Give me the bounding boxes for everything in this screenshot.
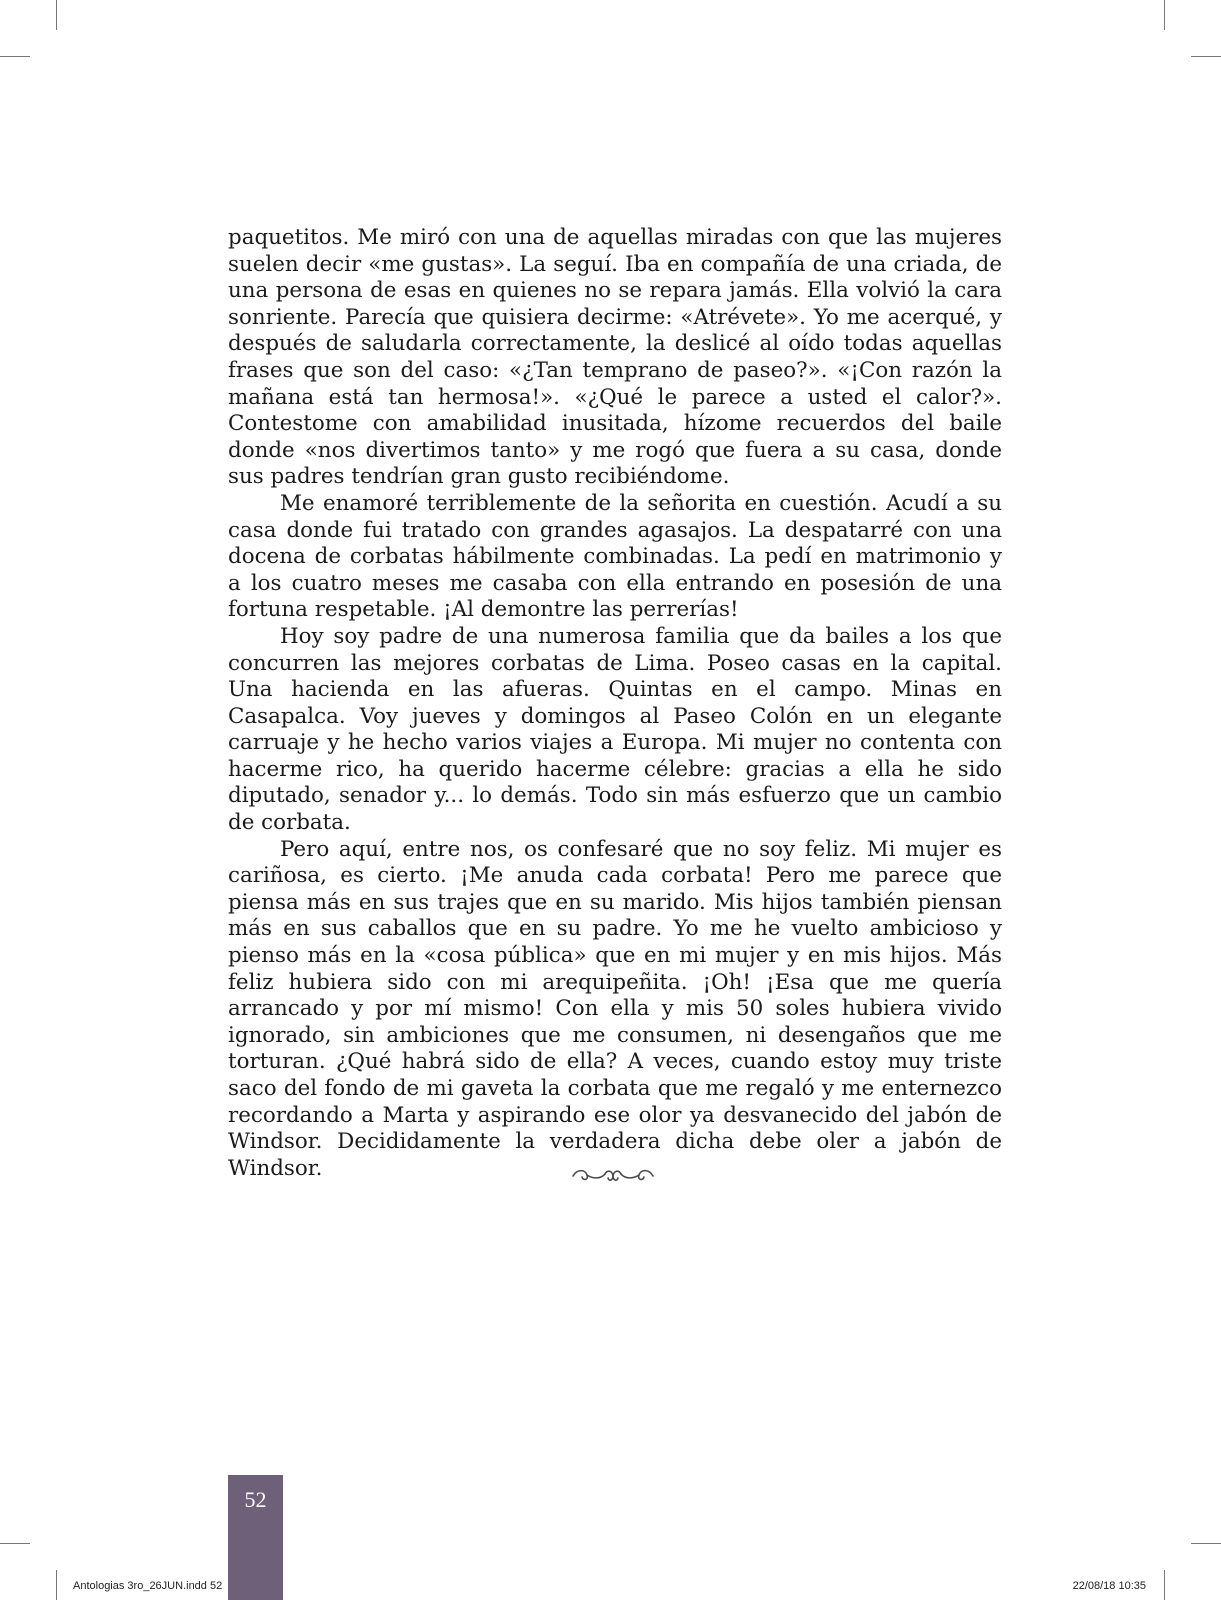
flourish-ornament-icon [571,1165,655,1187]
crop-mark-top-left [56,0,57,30]
paragraph: Pero aquí, entre nos, os confesaré que no soy feliz. Mi mujer es cariñosa, es cierto. ¡Me anuda cada corbata! Pero me parece que piensa más en sus trajes que en su marido. Mis hijos también piensan más en sus caballos que en su padre. Yo me he vuelto ambicioso y pienso más en la «cosa pública» que en mi mujer y en mis hijos. Más feliz hubiera sido con mi arequipeñita. ¡Oh! ¡Esa que me quería arrancado y por mí mismo! Con ella y mis 50 soles hubiera vivido ignorado, sin ambiciones que me consumen, ni desengaños que me torturan. ¿Qué habrá sido de ella? A veces, cuando estoy muy triste saco del fondo de mi gaveta la corbata que me regaló y me enternezco recordando a Marta y aspirando ese olor ya desvanecido del jabón de Windsor. Decididamente la verdadera dicha debe oler a jabón de Windsor. [228,836,1002,1181]
crop-mark-bottom-left-h [0,1543,30,1544]
paragraph: Me enamoré terriblemente de la señorita en cuestión. Acudí a su casa donde fui tratado con grandes agasajos. La despatarré con una docena de corbatas hábilmente combinadas. La pedí en matrimonio y a los cuatro meses me casaba con ella entrando en posesión de una fortuna respetable. ¡Al demontre las perrerías! [228,490,1002,623]
paragraph: paquetitos. Me miró con una de aquellas miradas con que las mujeres suelen decir «me gustas». La seguí. Iba en compañía de una criada, de una persona de esas en quienes no se repara jamás. Ella volvió la cara sonriente. Parecía que quisiera decirme: «Atrévete». Yo me acerqué, y después de saludarla correctamente, la deslicé al oído todas aquellas frases que son del caso: «¿Tan temprano de paseo?». «¡Con razón la mañana está tan hermosa!». «¿Qué le parece a usted el calor?». Contestome con amabilidad inusitada, hízome recuerdos del baile donde «nos divertimos tanto» y me rogó que fuera a su casa, donde sus padres tendrían gran gusto recibiéndome. [228,225,1002,490]
page-number-tab [228,1475,283,1600]
paragraph: Hoy soy padre de una numerosa familia que da bailes a los que concurren las mejores corbatas de Lima. Poseo casas en la capital. Una hacienda en las afueras. Quintas en el campo. Minas en Casapalca. Voy jueves y domingos al Paseo Colón en un elegante carruaje y he hecho varios viajes a Europa. Mi mujer no contenta con hacerme rico, ha querido hacerme célebre: gracias a ella he sido diputado, senador y... lo demás. Todo sin más esfuerzo que un cambio de corbata. [228,623,1002,836]
print-slug-timestamp: 22/08/18 10:35 [1072,1580,1146,1592]
page-number: 52 [244,1487,267,1512]
crop-mark-bottom-left [56,1570,57,1600]
crop-mark-bottom-right [1164,1570,1165,1600]
crop-mark-top-right [1164,0,1165,30]
body-text [228,225,1002,1182]
crop-mark-bottom-right-h [1191,1543,1221,1544]
crop-mark-top-left-h [0,56,30,57]
print-slug-filename: Antologias 3ro_26JUN.indd 52 [73,1580,223,1592]
crop-mark-top-right-h [1191,56,1221,57]
